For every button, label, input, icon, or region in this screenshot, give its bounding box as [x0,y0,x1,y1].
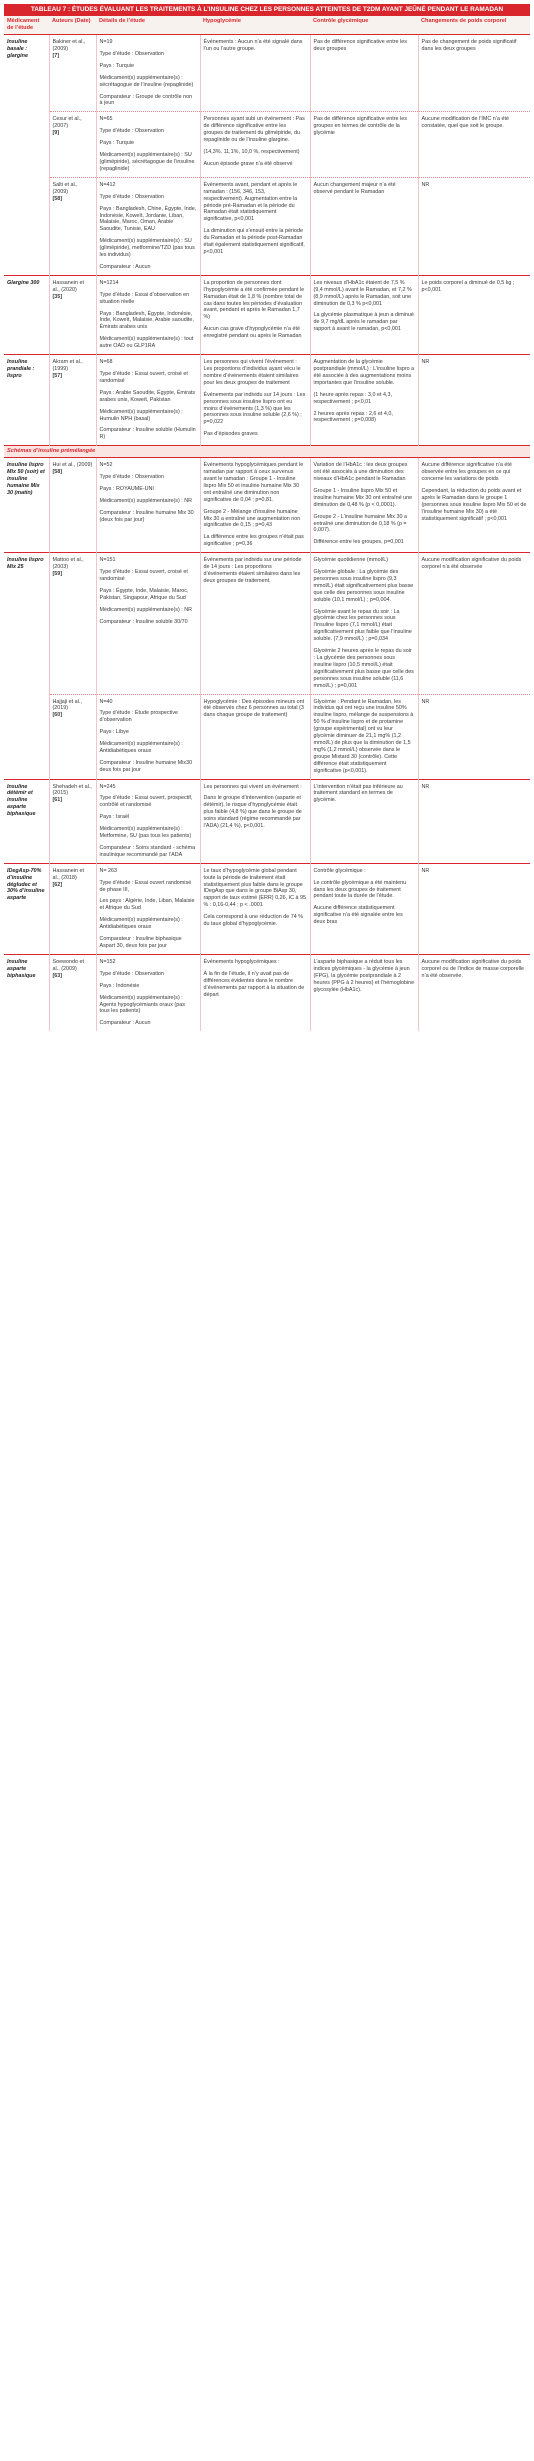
study-details-paragraph: Comparateur : Aucun [99,1020,151,1027]
study-details-paragraph: Pays : Bangladesh, Chine, Égypte, Inde, Indonésie, Koweït, Jordanie, Liban, Malaisie, Maroc, Oman, Arabie Saoudite, Tunisie, EAU [99,205,197,233]
study-details-paragraph: N=412 [99,181,116,188]
reference-number: [62] [52,881,63,888]
table-row [4,553,530,694]
glycemic-control-cell [310,112,418,177]
hypoglycemia-cell [200,458,310,553]
hypoglycemia-cell [200,553,310,694]
study-details-paragraph: Type d’étude : Observation [99,193,164,200]
study-details-paragraph: Médicament(s) supplémentaire(s) : Antidiabétiques oraux [99,741,183,755]
reference-number: [63] [52,972,63,979]
study-details-paragraph: N= 263 [99,867,118,874]
study-details-paragraph: Type d’étude : Essai ouvert randomisé de phase III, [99,879,192,893]
author-name: Hui et al., (2009) [52,462,93,469]
table-body [4,35,530,1032]
glycemic-control-paragraph: Glycémie : Pendant le Ramadan, les individus qui ont reçu une insuline 50% insuline lispro, mélange de suspensions à 50 % d’insuline lispro et de protamine (groupe expérimental) ont vu leur glycémie diminuer de 21,1 mg% (1,2 mmol/L) de plus que la diminution de 1,5 mg% (1,2 mmol/L) observée dans le groupe Mixtard 30 (contrôle). Cette différence était statistiquement significative (p<0,001). [313,698,414,774]
author-name: Mattoo et al., (2003) [52,557,84,571]
table-row [4,779,530,863]
weight-change-cell [418,458,530,553]
hypoglycemia-paragraph: La diminution qui s’ensuit entre la période du Ramadan et la période post-Ramadan était également statistiquement significatif, p<0,001 [203,228,305,255]
study-details-paragraph: Médicament(s) supplémentaire(s) : tout autre OAD ou GLP1RA [99,336,194,350]
author-cell [49,177,96,275]
study-details-paragraph: Médicament(s) supplémentaire(s) : Humulin NPH (basal) [99,408,183,422]
study-details-paragraph: Type d’étude : Étude prospective d’observation [99,710,179,724]
author-name: Hassanein et al., (2018) [52,867,84,881]
header-hypoglycemia: Hypoglycémie [200,16,310,35]
weight-change-paragraph: Pas de changement de poids significatif dans les deux groupes [421,39,517,52]
medication-cell: Insuline lispro Mix 50 (soir) et insuline humaine Mix 30 (matin) [7,462,45,496]
hypoglycemia-paragraph: La différence entre les groupes n’était pas significative ; p=0,36 [203,534,304,548]
table-row [4,954,530,1031]
study-details-cell [96,458,200,553]
hypoglycemia-cell [200,954,310,1031]
hypoglycemia-paragraph: Dans le groupe d’intervention (asparte et détémir), le risque d’hypoglycémie était plus faible (4,8 %) que dans le groupe de soins standard (régime recommandé par l’ADA) (21,4 %), p<0,001. [203,795,302,830]
weight-change-paragraph: NR [421,783,430,790]
table-row [4,458,530,553]
study-details-paragraph: Comparateur : Insuline humaine Mix30 deux fois par jour [99,759,193,773]
header-weight: Changements de poids corporel [418,16,530,35]
medication-cell [4,112,49,177]
hypoglycemia-paragraph: Événements avant, pendant et après le ramadan : (156, 346, 153, respectivement). Augmentation entre la période pré-Ramadan et la période du Ramadan était statistiquement significative, p<0,001 [203,181,298,223]
study-details-cell [96,355,200,446]
study-details-paragraph: Comparateur : Insuline humaine Mix 30 (deux fois par jour) [99,509,194,523]
glycemic-control-paragraph: Glycémie quotidienne (mmol/L) [313,557,389,564]
study-details-paragraph: N=19 [99,39,113,45]
author-cell [49,553,96,694]
header-glycemic-control: Contrôle glycémique [310,16,418,35]
glycemic-control-paragraph: (1 heure après repas : 3,0 et 4,3, respectivement ; p<0,01 [313,391,393,405]
study-details-paragraph: Comparateur : Aucun [99,263,151,270]
author-name: Hajjaji et al., (2019) [52,698,82,712]
glycemic-control-paragraph: 2 heures après repas : 2,6 et 4,0, respectivement ; p=0,008) [313,410,393,424]
study-details-paragraph: N=151 [99,557,116,564]
weight-change-cell [418,694,530,779]
author-cell [49,112,96,177]
medication-cell [4,694,49,779]
author-cell [49,458,96,553]
author-name: Soewondo et al., (2009) [52,958,84,972]
study-details-cell [96,694,200,779]
hypoglycemia-paragraph: Événements : Aucun n’a été signalé dans l’un ou l’autre groupe. [203,39,303,52]
glycemic-control-paragraph: Glycémie 2 heures après le repas du soir : La glycémie des personnes sous insuline lispro (10,5 mmol/L) était significativement plus basse que celle des personnes sous insuline soluble (11,6 mmol/L) ; p=0,001 [313,648,414,689]
glycemic-control-paragraph: Variation de l’HbA1c : les deux groupes ont été associés à une diminution des niveaux d’HbA1c pendant le Ramadan [313,462,408,482]
hypoglycemia-cell [200,355,310,446]
glycemic-control-paragraph: Pas de différence significative entre les deux groupes [313,39,407,52]
hypoglycemia-cell [200,177,310,275]
study-details-paragraph: Médicament(s) supplémentaire(s) : NR [99,606,193,613]
study-details-paragraph: Pays : Bangladesh, Égypte, Indonésie, Inde, Koweït, Malaisie, Arabie saoudite, Émirats arabes unis [99,310,194,331]
study-details-paragraph: Type d’étude : Observation [99,970,164,977]
study-details-paragraph: N=68 [99,359,113,366]
study-details-paragraph: Type d’étude : Observation [99,474,164,481]
weight-change-cell [418,355,530,446]
study-details-paragraph: Les pays : Algérie, Inde, Liban, Malaisie et Afrique du Sud [99,898,195,912]
hypoglycemia-paragraph: Événements par individu sur une période de 14 jours : Les proportions d’événements étaient similaires dans les deux groupes de traitement. [203,557,302,584]
weight-change-paragraph: NR [421,867,430,874]
study-details-cell [96,779,200,863]
hypoglycemia-paragraph: À la fin de l’étude, il n’y avait pas de différences évidentes dans le nombre d’événements par rapport à la situation de départ [203,970,305,998]
hypoglycemia-paragraph: (14,3%, 11,1%, 10,0 %, respectivement) [203,148,300,155]
medication-cell: Insuline asparte biphasique [4,954,49,1031]
author-name: Hassanein et al., (2020) [52,279,84,293]
hypoglycemia-cell [200,694,310,779]
weight-change-paragraph: Aucune modification significative du poids corporel n’a été observée [421,557,522,571]
study-details-paragraph: Médicament(s) supplémentaire(s) : SU (glimépiride), metformine/TZD (pas tous les individus) [99,238,195,259]
table-row [4,177,530,275]
glycemic-control-paragraph: Pas de différence significative entre les groupes en termes de contrôle de la glycémie [313,116,407,137]
study-details-paragraph: Comparateur : Insuline soluble (Humulin R) [99,427,196,441]
hypoglycemia-cell [200,863,310,954]
glycemic-control-paragraph: Le contrôle glycémique a été maintenu dans les deux groupes de traitement pendant toute la durée de l’étude. [313,879,407,900]
study-details-paragraph: Médicament(s) supplémentaire(s) : NR [99,497,193,504]
hypoglycemia-paragraph: Pas d’épisodes graves [203,431,258,438]
header-authors: Auteurs (Date) [49,16,96,35]
table-row [4,694,530,779]
hypoglycemia-paragraph: Cela correspond à une réduction de 74 % du taux global d’hypoglycémie. [203,914,303,928]
glycemic-control-cell [310,694,418,779]
study-details-cell [96,553,200,694]
glycemic-control-paragraph: Aucun changement majeur n’a été observé pendant le Ramadan [313,181,396,195]
reference-number: [35] [52,293,63,300]
weight-change-paragraph: NR [421,181,430,188]
author-cell [49,35,96,112]
glycemic-control-cell [310,863,418,954]
medication-cell: Insuline basale : glargine [4,35,49,112]
hypoglycemia-paragraph: La proportion de personnes dont l’hypoglycémie a été confirmée pendant le Ramadan était de 1,8 % (nombre total de cas dans toutes les périodes d’évaluation avant, pendant et après le Ramadan 1,7 %) [203,279,305,321]
weight-change-cell [418,954,530,1031]
reference-number: [7] [52,52,60,59]
hypoglycemia-paragraph: Aucun cas grave d’hypoglycémie n’a été enregistré pendant ou après le Ramadan [203,326,302,340]
study-details-paragraph: Médicament(s) supplémentaire(s) : Metformine, SU (pas tous les patients) [99,826,192,840]
study-details-paragraph: Pays : Arabie Saoudite, Égypte, Émirats arabes unis, Koweït, Pakistan [99,389,196,403]
table-row [4,35,530,112]
glycemic-control-cell [310,35,418,112]
glycemic-control-paragraph: Groupe 2 - L’insuline humaine Mix 30 a entraîné une diminution de 0,18 % (p = 0,007). [313,513,407,534]
author-cell [49,954,96,1031]
medication-cell: Insuline prandiale : lispro [4,355,49,446]
study-details-paragraph: N=245 [99,783,116,790]
author-name: Salti et al., (2009) [52,181,78,195]
study-details-paragraph: Médicament(s) supplémentaire(s) : sécrétagogue de l’insuline (repaglinide) [99,74,194,88]
author-cell [49,694,96,779]
study-details-paragraph: Pays : Indonésie [99,982,140,989]
glycemic-control-cell [310,355,418,446]
author-name: Cesur et al., (2007) [52,116,82,130]
study-details-paragraph: Type d’étude : Observation [99,128,164,135]
study-details-paragraph: N=52 [99,462,113,469]
reference-number: [59] [52,570,63,577]
glycemic-control-paragraph: La glycémie plasmatique à jeun a diminué de 9,7 mg/dL après le ramadan par rapport à avant le ramadan, p<0,001 [313,312,414,333]
study-details-paragraph: N=65 [99,116,113,123]
glycemic-control-cell [310,275,418,354]
glycemic-control-paragraph: Contrôle glycémique : [313,867,366,874]
study-details-paragraph: Médicament(s) supplémentaire(s) : Agents hypoglycémiants oraux (pas tous les patients) [99,994,185,1015]
study-details-paragraph: Pays : Israël [99,814,130,821]
weight-change-cell [418,779,530,863]
study-details-paragraph: Type d’étude : Essai d’observation en situation réelle [99,291,190,305]
table-row [4,863,530,954]
medication-cell: Insuline détémir et insuline asparte biphasique [4,779,49,863]
weight-change-paragraph: NR [421,698,430,705]
reference-number: [9] [52,130,60,137]
hypoglycemia-paragraph: Le taux d’hypoglycémie global pendant toute la période de traitement était statistiquement plus faible dans le groupe IDegAsp que dans le groupe BiAsp 30, rapport de taux estimé (ERR) 0,26, IC à 95 % : 0,16-0,44 ; p < .0001 [203,867,306,909]
glycemic-control-paragraph: Les niveaux d’HbA1c étaient de 7,5 % (9,4 mmol/L) avant le Ramadan, et 7,2 % (8,9 mmol/L) après le Ramadan, soit une diminution de 0,3 % p<0,001 [313,279,412,307]
study-details-paragraph: Médicament(s) supplémentaire(s) : SU (glimépiride), sécrétagogue de l’insuline (repaglinide) [99,152,195,172]
glycemic-control-cell [310,177,418,275]
weight-change-cell [418,275,530,354]
weight-change-paragraph: Aucune différence significative n’a été observée entre les groupes en ce qui concerne les variations de poids [421,462,512,482]
studies-table [4,16,530,1031]
reference-number: [58] [52,195,63,202]
study-details-paragraph: Comparateur : Insuline biphasique Aspart 30, deux fois par jour [99,936,182,949]
study-details-paragraph: Type d’étude : Essai ouvert, prospectif, contrôlé et randomisé [99,795,193,809]
study-details-paragraph: Pays : Libye [99,729,129,736]
author-name: Akram et al., (1999) [52,359,83,372]
weight-change-cell [418,112,530,177]
glycemic-control-paragraph: Groupe 1 - Insuline lispro Mix 50 et insuline humaine Mix 30 ont entraîné une diminution de 0,48 % (p < 0,0001). [313,487,413,508]
weight-change-paragraph: Cependant, la réduction du poids avant et après le Ramadan dans le groupe 1 (personnes sous insuline lispro Mix 50 et de l’insuline humaine Mix 30) a été statistiquement significatif ; p<0,001 [421,487,527,522]
study-details-paragraph: Comparateur : Insuline soluble 30/70 [99,618,188,625]
medication-cell: IDegAsp-70% d’insuline dégludec et 30% d’insuline asparte [4,863,49,954]
hypoglycemia-paragraph: Les personnes qui vivent un événement : [203,783,302,790]
glycemic-control-paragraph: Glycémie avant le repas du soir : La glycémie chez les personnes sous l’insuline lispro (7,1 mmol/L) était significativement plus faible que l’insuline soluble. (7,9 mmol/L) ; p=0,034 [313,608,412,643]
study-details-paragraph: Type d’étude : Essai ouvert, croisé et randomisé [99,569,188,582]
weight-change-paragraph: Aucune modification de l’IMC n’a été constatée, quel que soit le groupe. [421,116,509,130]
reference-number: [61] [52,797,63,804]
hypoglycemia-cell [200,779,310,863]
hypoglycemia-cell [200,112,310,177]
hypoglycemia-paragraph: Groupe 2 - Mélange d’insuline humaine Mix 30 a entraîné une augmentation non significative de 0,15 ; p=0,43 [203,508,301,529]
weight-change-paragraph: NR [421,359,430,366]
reference-number: [58] [52,469,63,476]
header-details: Détails de l’étude [96,16,200,35]
hypoglycemia-paragraph: Les personnes qui vivent l’événement : Les proportions d’individus ayant vécu le nombre d’événements étaient similaires pour les deux groupes de traitement [203,359,301,386]
medication-cell: Glargine 300 [4,275,49,354]
weight-change-cell [418,553,530,694]
weight-change-paragraph: Aucune modification significative du poids corporel ou de l’indice de masse corporelle n’a été observée. [421,958,524,979]
study-details-paragraph: N=152 [99,958,116,965]
glycemic-control-cell [310,779,418,863]
table-row [4,355,530,446]
table-title: TABLEAU 7 : ÉTUDES ÉVALUANT LES TRAITEMENTS À L’INSULINE CHEZ LES PERSONNES ATTEINTES DE T2DM AYANT JEÛNÉ PENDANT LE RAMADAN [4,4,530,16]
section-row [4,446,530,458]
header-medication: Médicament de l’étude [4,16,49,35]
table-row [4,112,530,177]
medication-cell: Insuline lispro Mix 25 [4,553,49,694]
author-name: Shehadeh et al., (2015) [52,783,92,797]
author-cell [49,779,96,863]
weight-change-paragraph: Le poids corporel a diminué de 0,5 kg ; p<0,001 [421,279,515,293]
study-details-cell [96,112,200,177]
glycemic-control-cell [310,458,418,553]
hypoglycemia-paragraph: Aucun épisode grave n’a été observé [203,160,293,167]
table-row [4,275,530,354]
table-container [4,4,530,1031]
author-name: Bakiner et al., (2009) [52,39,86,52]
hypoglycemia-cell [200,275,310,354]
medication-cell [4,177,49,275]
reference-number: [60] [52,712,63,719]
study-details-paragraph: Comparateur : Groupe de contrôle non à jeun [99,93,193,107]
author-cell [49,275,96,354]
hypoglycemia-paragraph: Personnes ayant subi un événement : Pas de différence significative entre les groupes de traitement du glimépiride, du repaglinide ou de l’insuline glargine. [203,116,305,144]
hypoglycemia-paragraph: Événements hypoglycémiques : [203,958,280,965]
study-details-cell [96,954,200,1031]
study-details-paragraph: Médicament(s) supplémentaire(s) : Antidiabétiques oraux [99,917,183,931]
hypoglycemia-paragraph: Hypoglycémie : Des épisodes mineurs ont été observés chez 6 personnes au total (3 dans chaque groupe de traitement) [203,698,305,719]
glycemic-control-cell [310,954,418,1031]
author-cell [49,355,96,446]
weight-change-cell [418,177,530,275]
glycemic-control-paragraph: L’asparte biphasique a réduit tous les indices glycémiques - la glycémie à jeun (FPG), la glycémie postprandiale à 2 heures (PPG à 2 heures) et l’hémoglobine glycosylée (HbA1c). [313,958,415,993]
study-details-paragraph: Pays : Égypte, Inde, Malaisie, Maroc, Pakistan, Singapour, Afrique du Sud [99,587,189,601]
study-details-paragraph: Pays : Turquie [99,62,134,69]
weight-change-cell [418,863,530,954]
hypoglycemia-cell [200,35,310,112]
glycemic-control-paragraph: Augmentation de la glycémie postprandiale (mmol/L) : L’insuline lispro a été associée à des augmentations moins importantes que l’insuline soluble. [313,359,415,386]
study-details-paragraph: N=40 [99,698,113,705]
study-details-paragraph: Type d’étude : Observation [99,50,164,57]
glycemic-control-paragraph: L’intervention n’était pas inférieure au traitement standard en termes de glycémie. [313,783,403,804]
reference-number: [57] [52,372,63,379]
study-details-paragraph: Pays : Turquie [99,140,134,147]
study-details-cell [96,275,200,354]
study-details-paragraph: Type d’étude : Essai ouvert, croisé et randomisé [99,371,188,384]
glycemic-control-cell [310,553,418,694]
header-row [4,16,530,35]
glycemic-control-paragraph: Aucune différence statistiquement significative n’a été signalée entre les deux bras [313,905,403,926]
glycemic-control-paragraph: Glycémie globale : La glycémie des personnes sous insuline lispro (9,3 mmol/L) était significativement plus basse que celle des personnes sous insuline soluble (10,1 mmol/L) ; p=0,004. [313,569,414,603]
study-details-paragraph: Pays : ROYAUME-UNI [99,485,154,492]
weight-change-cell [418,35,530,112]
hypoglycemia-paragraph: Événements hypoglycémiques pendant le ramadan par rapport à ceux survenus avant le ramadan : Groupe 1 - Insuline lispro Mix 50 et insuline humaine Mix 30 ont entraîné une diminution non significative de 0,04 ; p=0,81. [203,462,304,503]
glycemic-control-paragraph: Différence entre les groupes, p=0,001 [313,539,404,546]
study-details-paragraph: Comparateur : Soins standard - schéma insulinique recommandé par l’ADA [99,844,196,858]
study-details-cell [96,35,200,112]
study-details-cell [96,177,200,275]
study-details-paragraph: N=1214 [99,279,119,286]
hypoglycemia-paragraph: Événements par individu sur 14 jours : Les personnes sous insuline lispro ont eu moins d’événements (1,3 %) que les personnes sous insuline soluble (2,6 %) ; p=0,022 [203,391,306,426]
author-cell [49,863,96,954]
section-label: Schémas d’insuline prémélangée [4,446,530,458]
study-details-cell [96,863,200,954]
